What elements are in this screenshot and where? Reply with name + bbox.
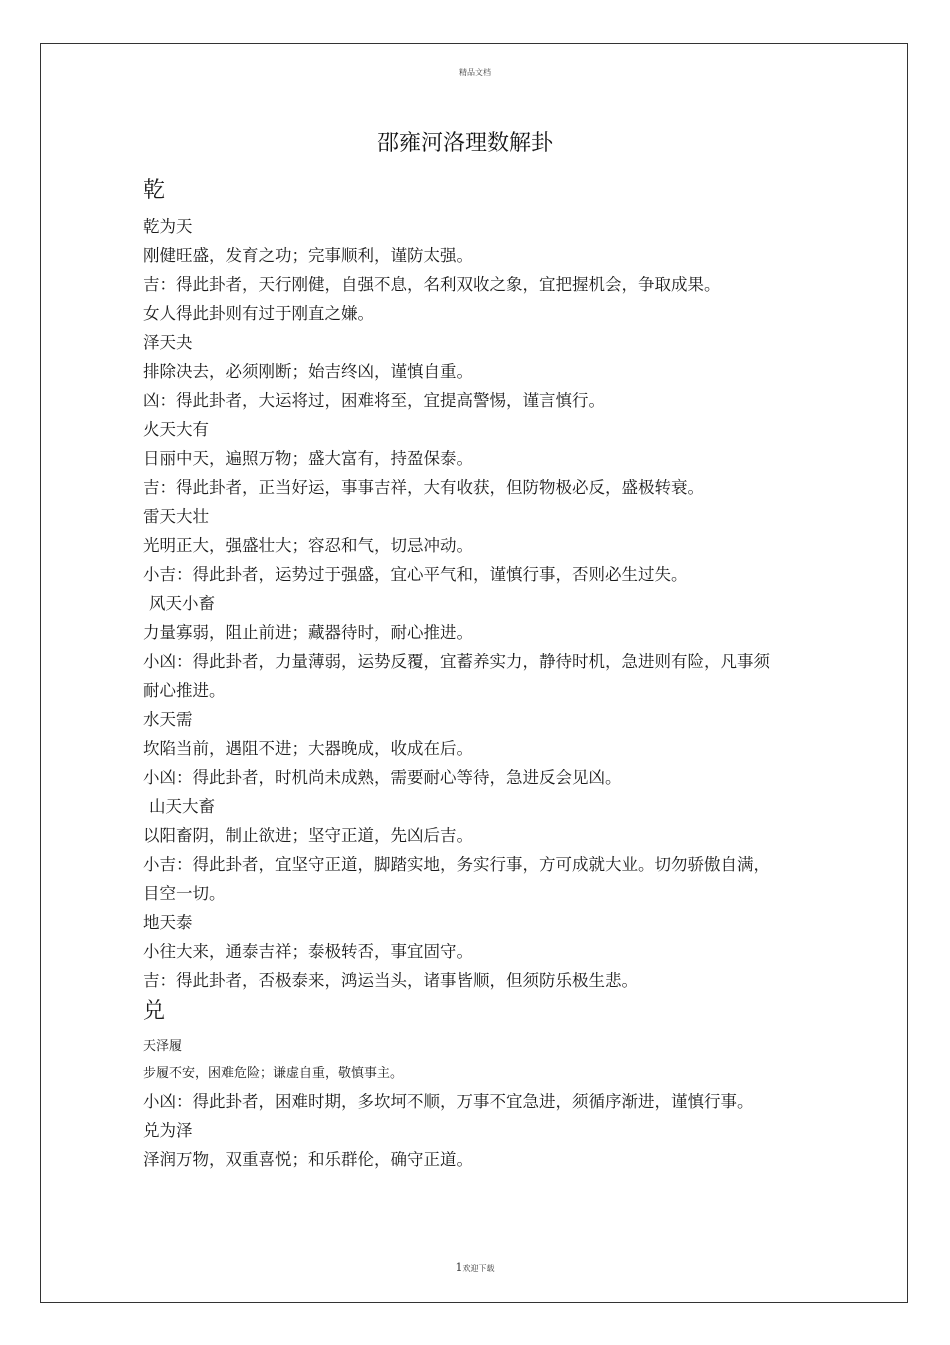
hexagram-interpretation: 小吉：得此卦者，宜坚守正道，脚踏实地，务实行事，方可成就大业。切勿骄傲自满，目空一切。 [143,855,770,903]
hexagram-interpretation: 吉：得此卦者，天行刚健，自强不息，名利双收之象，宜把握机会，争取成果。 [143,275,721,294]
hexagram-summary: 泽润万物，双重喜悦；和乐群伦，确守正道。 [143,1150,473,1169]
hexagram-interpretation: 小吉：得此卦者，运势过于强盛，宜心平气和，谨慎行事，否则必生过失。 [143,565,688,584]
hexagram-name: 雷天大壮 [143,507,209,526]
hexagram-name: 水天需 [143,710,193,729]
hexagram-summary: 排除决去，必须刚断；始吉终凶，谨慎自重。 [143,362,473,381]
hexagram-interpretation: 吉：得此卦者，否极泰来，鸿运当头，诸事皆顺，但须防乐极生悲。 [143,971,638,990]
hexagram-interpretation-cont: 女人得此卦则有过于刚直之嫌。 [143,304,374,323]
hexagram-interpretation: 小凶：得此卦者，时机尚未成熟，需要耐心等待，急进反会见凶。 [143,768,622,787]
header-note: 精品文档 [459,68,491,77]
hexagram-summary: 坎陷当前，遇阻不进；大器晚成，收成在后。 [143,739,473,758]
page-number: 1 [455,1261,463,1274]
hexagram-name: 乾为天 [143,217,193,236]
hexagram-interpretation: 小凶：得此卦者，力量薄弱，运势反覆，宜蓄养实力，静待时机，急进则有险，凡事须耐心推进。 [143,652,770,700]
hexagram-name: 兑为泽 [143,1121,193,1140]
page-footer [0,1261,950,1274]
hexagram-name: 风天小畜 [149,594,215,613]
document-body [143,174,783,1174]
hexagram-interpretation: 凶：得此卦者，大运将过，困难将至，宜提高警惕，谨言慎行。 [143,391,605,410]
hexagram-name: 山天大畜 [149,797,215,816]
footer-text: 欢迎下载 [462,1264,495,1273]
hexagram-name: 泽天夬 [143,333,193,352]
hexagram-summary: 小往大来，通泰吉祥；泰极转否，事宜固守。 [143,942,473,961]
hexagram-name: 天泽履 [143,1039,183,1054]
hexagram-summary: 刚健旺盛，发育之功；完事顺利，谨防太强。 [143,246,473,265]
section-heading-qian: 乾 [143,178,166,203]
hexagram-summary: 步履不安，困难危险；谦虚自重，敬慎事主。 [143,1066,404,1081]
hexagram-summary: 光明正大，强盛壮大；容忍和气，切忌冲动。 [143,536,473,555]
section-heading-dui: 兑 [143,999,166,1024]
hexagram-summary: 以阳畜阴，制止欲进；坚守正道，先凶后吉。 [143,826,473,845]
hexagram-name: 地天泰 [143,913,193,932]
hexagram-interpretation: 小凶：得此卦者，困难时期，多坎坷不顺，万事不宜急进，须循序渐进，谨慎行事。 [143,1092,754,1111]
hexagram-summary: 日丽中天，遍照万物；盛大富有，持盈保泰。 [143,449,473,468]
hexagram-interpretation: 吉：得此卦者，正当好运，事事吉祥，大有收获，但防物极必反，盛极转衰。 [143,478,704,497]
hexagram-summary: 力量寡弱，阻止前进；藏器待时，耐心推进。 [143,623,473,642]
hexagram-name: 火天大有 [143,420,209,439]
document-title: 邵雍河洛理数解卦 [376,131,553,156]
